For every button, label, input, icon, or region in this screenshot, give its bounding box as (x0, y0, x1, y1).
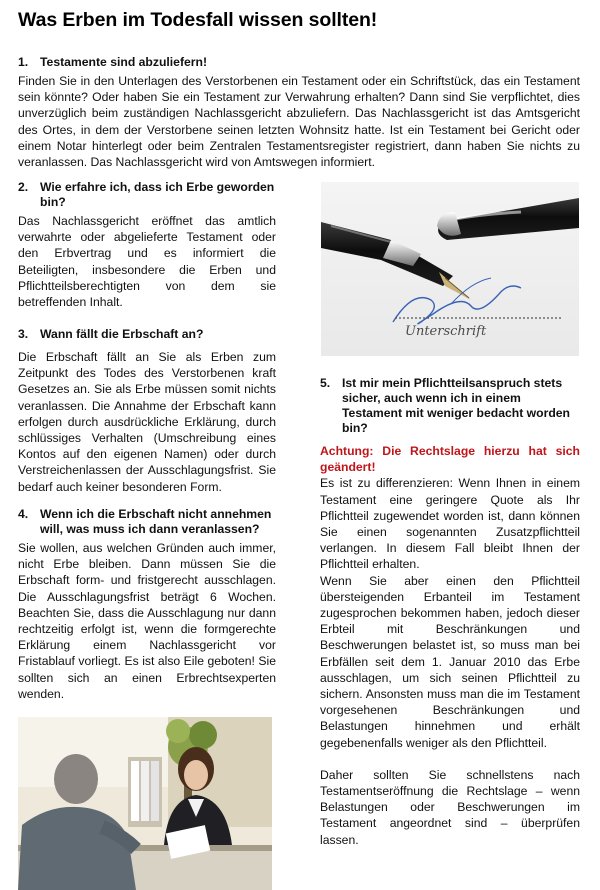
section-2-number: 2. (18, 180, 29, 194)
page-title: Was Erben im Todesfall wissen sollten! (18, 9, 378, 31)
section-1-body: Finden Sie in den Unterlagen des Verstorbenen ein Testament oder ein Schriftstück, das ein Testament sein könnte? Oder haben Sie ein Testament zur Verwahrung erhalten? Dann sind Sie verpflichtet, dies unverzüglich beim zuständigen Nachlassgericht abzuliefern. Das Nachlassgericht ist das Amtsgericht des Ortes, in dem der Verstorbene seinen letzten Wohnsitz hatte. Ist ein Testament bei Gericht oder einem Notar hinterlegt oder beim Zentralen Testamentsregister registriert, dann haben Sie nichts zu veranlassen. Das Nachlassgericht wird von Amtswegen informiert. (18, 74, 580, 170)
section-3 (18, 327, 276, 495)
section-1-title: Testamente sind abzuliefern! (40, 55, 208, 69)
section-3-title: Wann fällt die Erbschaft an? (40, 327, 204, 341)
section-5-body-2: Wenn Sie aber einen den Pflichtteil übersteigenden Erbanteil im Testament zugesprochen bekommen haben, jedoch dieser Erbteil mit Beschränkungen und Beschwerungen belastet ist, so muss man bei Erbfällen seit dem 1. Januar 2010 das Erbe ausschlagen, um sich seinen Pflichtteil zu sichern. Ansonsten muss man die im Testament vorgesehenen Beschränkungen und Belastungen hinnehmen und erhält gegebenenfalls weniger als den Pflichtteil. (320, 573, 580, 750)
consultation-photo (18, 717, 272, 890)
section-1-number: 1. (18, 55, 29, 69)
section-4-heading (18, 507, 276, 537)
section-4-title: Wenn ich die Erbschaft nicht annehmen will, was muss ich dann veranlassen? (40, 507, 272, 536)
section-4-body: Sie wollen, aus welchen Gründen auch immer, nicht Erbe bleiben. Dann müssen Sie die Erbschaft form- und fristgerecht ausschlagen. Die Ausschlagungsfrist beträgt 6 Wochen. Beachten Sie, dass die Ausschlagung nur dann rechtzeitig erfolgt ist, wenn die formgerechte Erklärung einem Nachlassgericht vor Fristablauf vorliegt. Es ist also Eile geboten! Sie sollten sich an einen Erbrechtsexperten wenden. (18, 541, 276, 701)
section-1 (18, 55, 580, 170)
section-3-body: Die Erbschaft fällt an Sie als Erben zum Zeitpunkt des Todes des Verstorbenen kraft Gesetzes an. Sie als Erbe müssen somit nichts veranlassen. Die Annahme der Erbschaft kann erfolgen durch ausdrückliche Erklärung, durch schlüssiges Verhalten (Umschreibung eines Kontos auf den eigenen Namen) oder durch Verstreichenlassen der Ausschlagungsfrist. Sie bedarf auch keiner besonderen Form. (18, 350, 276, 494)
section-3-number: 3. (18, 327, 29, 341)
section-5-body-3: Daher sollten Sie schnellstens nach Testamentseröffnung die Rechtslage – wenn Belastungen oder Beschwerungen im Testament angeordnet sind – überprüfen lassen. (320, 767, 580, 847)
section-5-warning: Achtung: Die Rechtslage hierzu hat sich geändert! (320, 444, 580, 475)
section-5-body-1: Es ist zu differenzieren: Wenn Ihnen in einem Testament eine geringere Quote als Ihr Pflichtteil zugewendet worden ist, dann können Sie einen sogenannten Zusatzpflichtteil verlangen. In diesem Fall bleibt Ihnen der Pflichtteil erhalten. (320, 476, 580, 572)
consultation-photo-illustration (18, 717, 272, 890)
pen-signature-illustration (321, 182, 579, 356)
section-1-heading (18, 55, 580, 70)
signature-caption: Unterschrift (405, 324, 487, 339)
section-5-heading (320, 376, 580, 436)
section-5-number: 5. (320, 376, 331, 390)
section-3-heading (18, 327, 276, 342)
section-2-body: Das Nachlassgericht eröffnet das amtlich verwahrte oder abgelieferte Testament oder den Erbvertrag und es informiert die Beteiligten, insbesondere die Erben und Pflichtteilsberechtigten von dem sie betreffenden Inhalt. (18, 214, 276, 310)
pen-signature-image (321, 182, 579, 356)
section-2-title: Wie erfahre ich, dass ich Erbe geworden bin? (40, 180, 275, 209)
section-5-title: Ist mir mein Pflichtteilsanspruch stets sicher, auch wenn ich in einem Testament mit weniger bedacht worden bin? (342, 376, 570, 435)
section-2-heading (18, 180, 276, 210)
section-4-number: 4. (18, 507, 29, 521)
section-5 (320, 376, 580, 848)
section-2 (18, 180, 276, 310)
section-4 (18, 507, 276, 702)
